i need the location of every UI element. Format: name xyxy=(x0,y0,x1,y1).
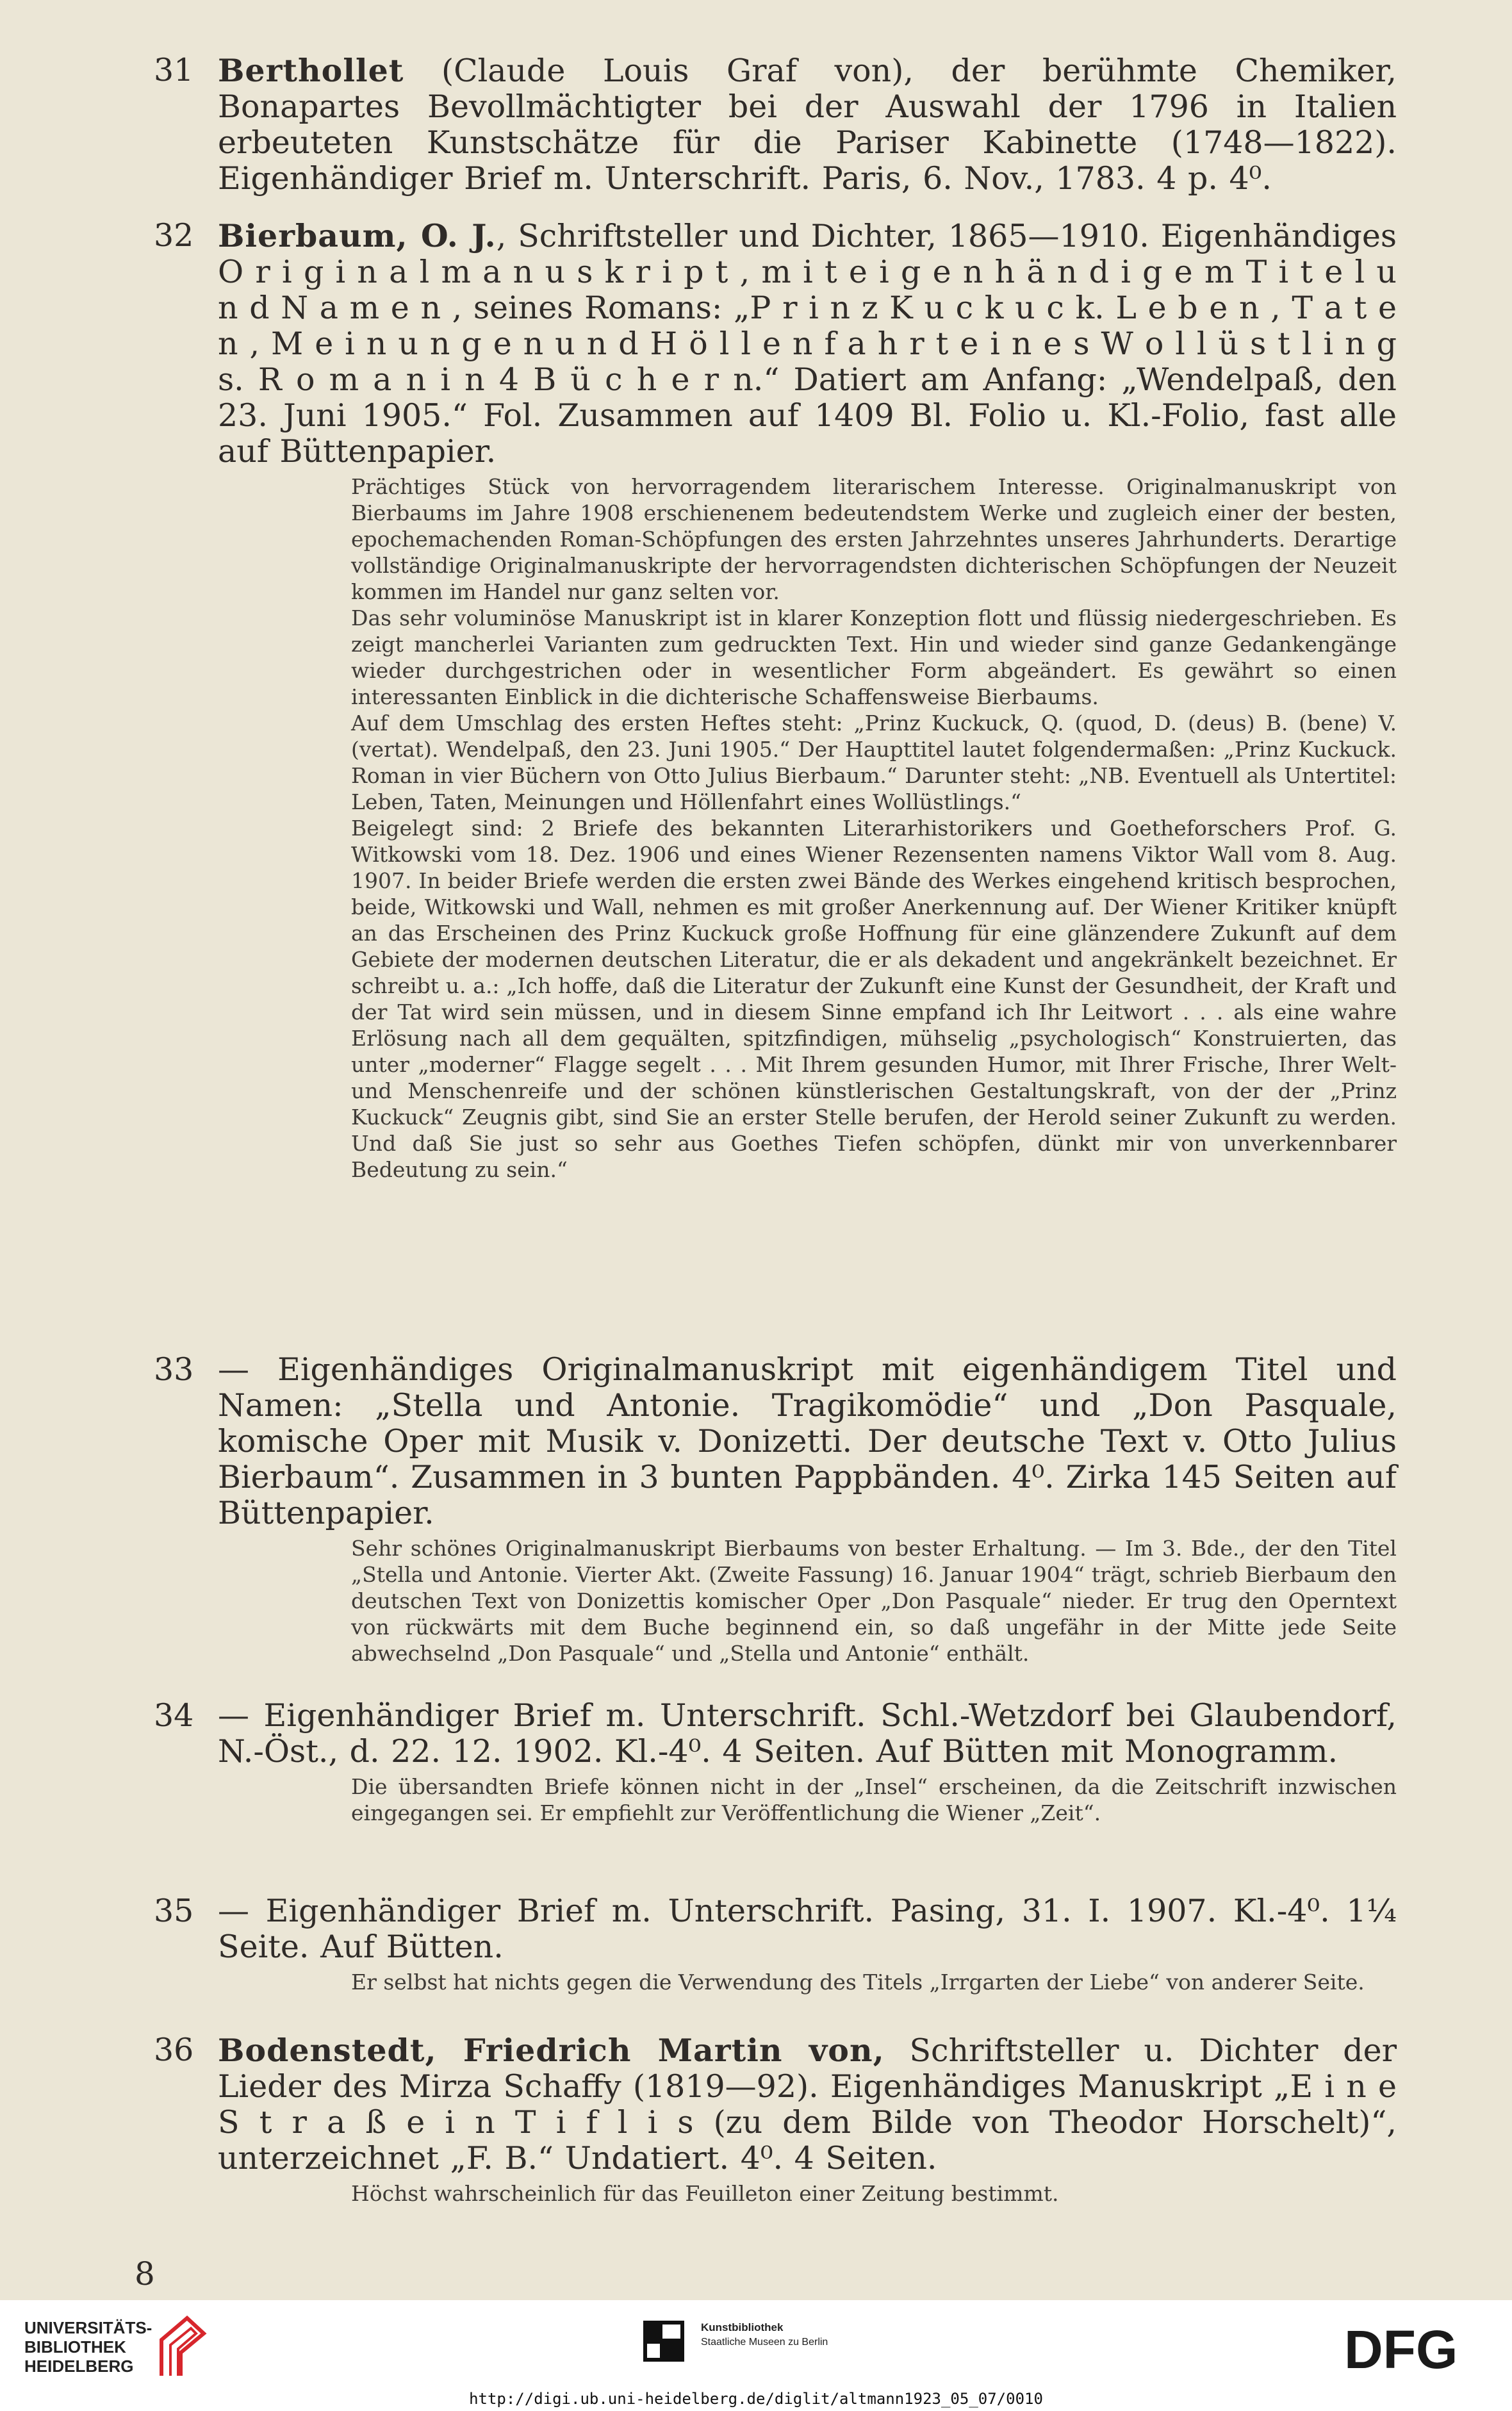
entry-author: Bodenstedt, Friedrich Martin von, xyxy=(218,2032,885,2069)
library-line-2: BIBLIOTHEK xyxy=(24,2337,126,2357)
entry-author: Bierbaum, O. J. xyxy=(218,217,497,254)
entry-note xyxy=(351,1535,1397,1666)
university-library-name[interactable] xyxy=(24,2318,152,2376)
entry-heading xyxy=(218,218,1397,470)
note-paragraph: Das sehr voluminöse Manuskript ist in klarer Konzeption flott und flüssig niedergeschrieben. Es zeigt mancherlei Varianten zum gedruckten Text. Hin und wieder sind ganze Gedankengänge wieder durchgestrichen oder in wesentlicher Form abgeändert. Es gewährt so einen interessanten Einblick in die dichterische Schaffensweise Bierbaums. xyxy=(351,605,1397,709)
entry-text: — Eigenhändiges Originalmanuskript mit eigenhändigem Titel und Namen: „Stella und Antonie. Tragikomödie“ und „Don Pasquale, komische Oper mit Musik v. Donizetti. Der deutsche Text v. Otto Julius Bierbaum“. Zusammen in 3 bunten Pappbänden. 4⁰. Zirka 145 Seiten auf Büttenpapier. xyxy=(218,1351,1397,1531)
entry-note xyxy=(351,1773,1397,1826)
catalog-entry-32 xyxy=(154,218,1397,1183)
catalog-entry-31 xyxy=(154,53,1397,197)
page-url-link[interactable]: http://digi.ub.uni-heidelberg.de/diglit/altmann1923_05_07/0010 xyxy=(469,2390,1043,2408)
dfg-wordmark: DFG xyxy=(1344,2323,1458,2374)
ub-heidelberg-logo-icon[interactable] xyxy=(149,2314,210,2383)
kb-subtitle: Staatliche Museen zu Berlin xyxy=(701,2337,828,2348)
entry-heading xyxy=(218,1698,1397,1770)
entry-note xyxy=(351,2180,1397,2207)
entry-number: 32 xyxy=(154,217,194,254)
catalog-entry-35 xyxy=(154,1893,1397,1995)
entry-heading xyxy=(218,1352,1397,1531)
library-line-1: UNIVERSITÄTS- xyxy=(24,2318,152,2337)
kunstbibliothek-name xyxy=(701,2321,828,2349)
entry-heading xyxy=(218,1893,1397,1965)
entry-note xyxy=(351,473,1397,1183)
note-paragraph: Die übersandten Briefe können nicht in der „Insel“ erscheinen, da die Zeitschrift inzwischen eingegangen sei. Er empfiehlt zur Veröffentlichung die Wiener „Zeit“. xyxy=(351,1774,1397,1825)
entry-heading xyxy=(218,2032,1397,2176)
entry-text: — Eigenhändiger Brief m. Unterschrift. Pasing, 31. I. 1907. Kl.-4⁰. 1¼ Seite. Auf Bütten. xyxy=(218,1893,1397,1965)
kb-title: Kunstbibliothek xyxy=(701,2321,784,2333)
entry-text: Schriftsteller u. Dichter der Lieder des Mirza Schaffy (1819—92). Eigenhändiges Manuskript „E i n e S t r a ß e i n T i f l i s (zu dem Bilde von Theodor Horschelt)“, unterzeichnet „F. B.“ Undatiert. 4⁰. 4 Seiten. xyxy=(218,2032,1397,2176)
entry-number: 35 xyxy=(154,1893,194,1929)
page-number: 8 xyxy=(135,2255,155,2292)
note-paragraph: Auf dem Umschlag des ersten Heftes steht: „Prinz Kuckuck, Q. (quod, D. (deus) B. (bene) V. (vertat). Wendelpaß, den 23. Juni 1905.“ Der Haupttitel lautet folgendermaßen: „Prinz Kuckuck. Roman in vier Büchern von Otto Julius Bierbaum.“ Darunter steht: „NB. Eventuell als Untertitel: Leben, Taten, Meinungen und Höllenfahrt eines Wollüstlings.“ xyxy=(351,711,1397,814)
entry-author: Berthollet xyxy=(218,52,404,89)
note-paragraph: Beigelegt sind: 2 Briefe des bekannten Literarhistorikers und Goetheforschers Prof. G. Witkowski vom 18. Dez. 1906 und eines Wiener Rezensenten namens Viktor Wall vom 8. Aug. 1907. In beider Briefe werden die ersten zwei Bände des Werkes eingehend kritisch besprochen, beide, Witkowski und Wall, nehmen es mit großer Anerkennung auf. Der Wiener Kritiker knüpft an das Erscheinen des Prinz Kuckuck große Hoffnung für eine glänzendere Zukunft auf dem Gebiete der modernen deutschen Literatur, die er als dekadent und angekränkelt bezeichnet. Er schreibt u. a.: „Ich hoffe, daß die Literatur der Zukunft eine Kunst der Gesundheit, der Kraft und der Tat wird sein müssen, und in diesem Sinne empfand ich Ihr Leitwort . . . als eine wahre Erlösung nach all dem gequälten, spitzfindigen, mühselig „psychologisch“ Konstruierten, das unter „moderner“ Flagge segelt . . . Mit Ihrem gesunden Humor, mit Ihrer Frische, Ihrer Welt- und Menschenreife und der schönen künstlerischen Gestaltungskraft, von der der „Prinz Kuckuck“ Zeugnis gibt, sind Sie an erster Stelle berufen, der Herold seiner Zukunft zu werden. Und daß Sie just so sehr aus Goethes Tiefen schöpfen, dünkt mir von unverkennbarer Bedeutung zu sein.“ xyxy=(351,816,1397,1182)
note-paragraph: Er selbst hat nichts gegen die Verwendung des Titels „Irrgarten der Liebe“ von anderer Seite. xyxy=(351,1970,1365,1995)
note-paragraph: Höchst wahrscheinlich für das Feuilleton einer Zeitung bestimmt. xyxy=(351,2181,1059,2206)
catalog-entry-34 xyxy=(154,1698,1397,1826)
note-paragraph: Sehr schönes Originalmanuskript Bierbaums von bester Erhaltung. — Im 3. Bde., der den Titel „Stella und Antonie. Vierter Akt. (Zweite Fassung) 16. Januar 1904“ trägt, schrieb Bierbaum den deutschen Text von Donizettis komischer Oper „Don Pasquale“ nieder. Er trug den Operntext von rückwärts mit dem Buche beginnend ein, so daß ungefähr in der Mitte jede Seite abwechselnd „Don Pasquale“ und „Stella und Antonie“ enthält. xyxy=(351,1536,1397,1666)
entry-number: 33 xyxy=(154,1351,194,1388)
note-paragraph: Prächtiges Stück von hervorragendem literarischem Interesse. Originalmanuskript von Bierbaums im Jahre 1908 erschienenem bedeutendstem Werke und zugleich einer der besten, epochemachenden Roman-Schöpfungen des ersten Jahrzehntes unseres Jahrhunderts. Derartige vollständige Originalmanuskripte der hervorragendsten dichterischen Schöpfungen der Neuzeit kommen im Handel nur ganz selten vor. xyxy=(351,474,1397,604)
entry-number: 36 xyxy=(154,2032,194,2068)
dfg-logo-icon[interactable] xyxy=(1344,2323,1491,2374)
entry-text: (Claude Louis Graf von), der berühmte Chemiker, Bonapartes Bevollmächtigter bei der Auswahl der 1796 in Italien erbeuteten Kunstschätze für die Pariser Kabinette (1748—1822). Eigenhändiger Brief m. Unterschrift. Paris, 6. Nov., 1783. 4 p. 4⁰. xyxy=(218,53,1397,197)
entry-note xyxy=(351,1969,1397,1995)
catalog-entry-33 xyxy=(154,1352,1397,1666)
library-line-3: HEIDELBERG xyxy=(24,2357,134,2376)
entry-number: 31 xyxy=(154,52,194,88)
entry-text: — Eigenhändiger Brief m. Unterschrift. Schl.-Wetzdorf bei Glaubendorf, N.-Öst., d. 22. 12. 1902. Kl.-4⁰. 4 Seiten. Auf Bütten mit Monogramm. xyxy=(218,1697,1397,1770)
entry-heading xyxy=(218,53,1397,197)
entry-number: 34 xyxy=(154,1697,194,1734)
catalog-entry-36 xyxy=(154,2032,1397,2207)
entry-text: , Schriftsteller und Dichter, 1865—1910. Eigenhändiges O r i g i n a l m a n u s k r i p t , m i t e i g e n h ä n d i g e m T i t e l u n d N a m e n , seines Romans: „P r i n z K u c k u c k. L e b e n , T a t e n , M e i n u n g e n u n d H ö l l e n f a h r t e i n e s W o l l ü s t l i n g s. R o m a n i n 4 B ü c h e r n.“ Datiert am Anfang: „Wendelpaß, den 23. Juni 1905.“ Fol. Zusammen auf 1409 Bl. Folio u. Kl.-Folio, fast alle auf Büttenpapier. xyxy=(218,218,1397,470)
footer-bar xyxy=(0,2300,1512,2411)
kunstbibliothek-logo-icon[interactable] xyxy=(643,2321,684,2362)
